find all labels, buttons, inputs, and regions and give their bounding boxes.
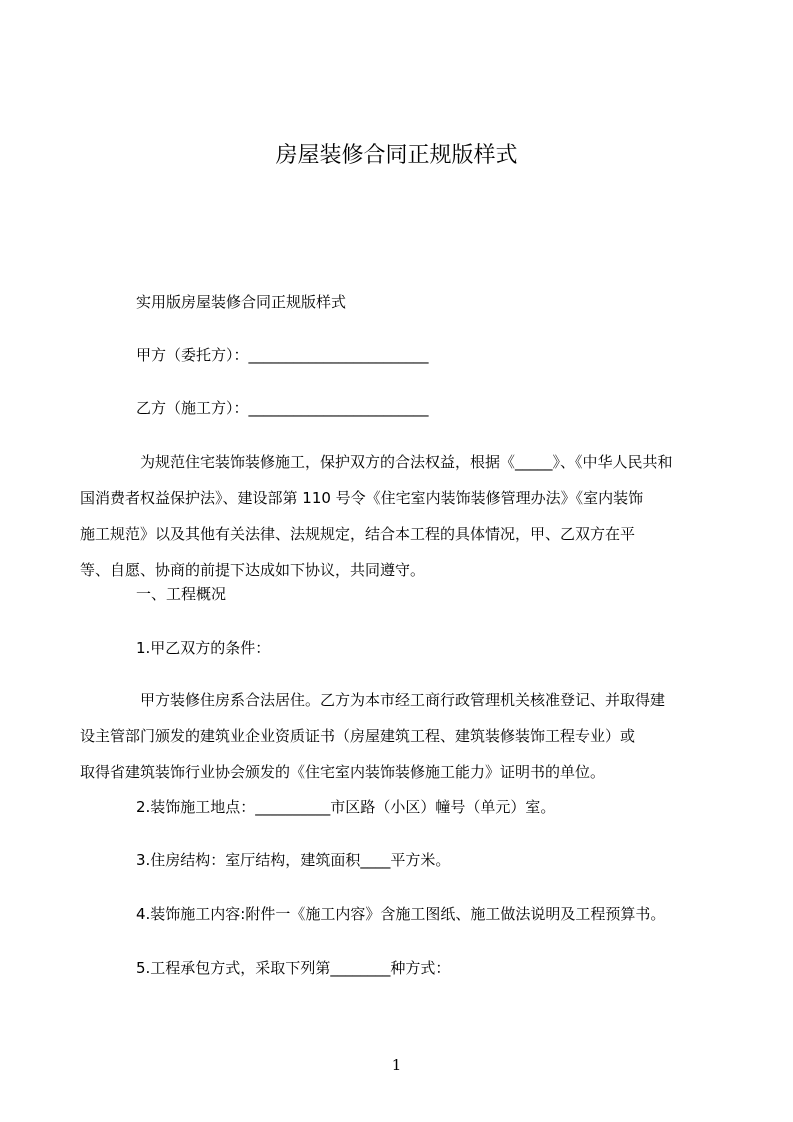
item-1-line: 取得省建筑装饰行业协会颁发的《住宅室内装饰装修施工能力》证明书的单位。 <box>80 763 606 781</box>
preamble-line: 施工规范》以及其他有关法律、法规规定，结合本工程的具体情况，甲、乙双方在平 <box>80 525 636 543</box>
document-subtitle: 实用版房屋装修合同正规版样式 <box>136 293 347 311</box>
party-a-line: 甲方（委托方）：________________________ <box>136 346 429 364</box>
section-heading-overview: 一、工程概况 <box>136 585 227 603</box>
item-1-body <box>80 690 665 798</box>
preamble-line: 国消费者权益保护法》、建设部第 110 号令《住宅室内装饰装修管理办法》《室内装饰 <box>80 489 644 507</box>
preamble-line: 为规范住宅装饰装修施工，保护双方的合法权益，根据《_____》、《中华人民共和 <box>140 453 673 471</box>
item-1-line: 设主管部门颁发的建筑业企业资质证书（房屋建筑工程、建筑装修装饰工程专业）或 <box>80 727 636 745</box>
document-title: 房屋装修合同正规版样式 <box>275 143 518 168</box>
item-2-location: 2.装饰施工地点：__________市区路（小区）幢号（单元）室。 <box>136 798 556 816</box>
item-1-line: 甲方装修住房系合法居住。乙方为本市经工商行政管理机关核准登记、并取得建 <box>140 691 666 709</box>
item-1-heading: 1.甲乙双方的条件： <box>136 639 271 657</box>
preamble-paragraph <box>80 452 673 596</box>
item-4-content: 4.装饰施工内容:附件一《施工内容》含施工图纸、施工做法说明及工程预算书。 <box>136 905 666 923</box>
item-5-contract-mode: 5.工程承包方式，采取下列第________种方式： <box>136 959 451 977</box>
preamble-line: 等、自愿、协商的前提下达成如下协议，共同遵守。 <box>80 561 426 579</box>
page-number: 1 <box>391 1056 402 1074</box>
item-3-structure: 3.住房结构：室厅结构，建筑面积____平方米。 <box>136 851 451 869</box>
party-b-line: 乙方（施工方）：________________________ <box>136 399 429 417</box>
